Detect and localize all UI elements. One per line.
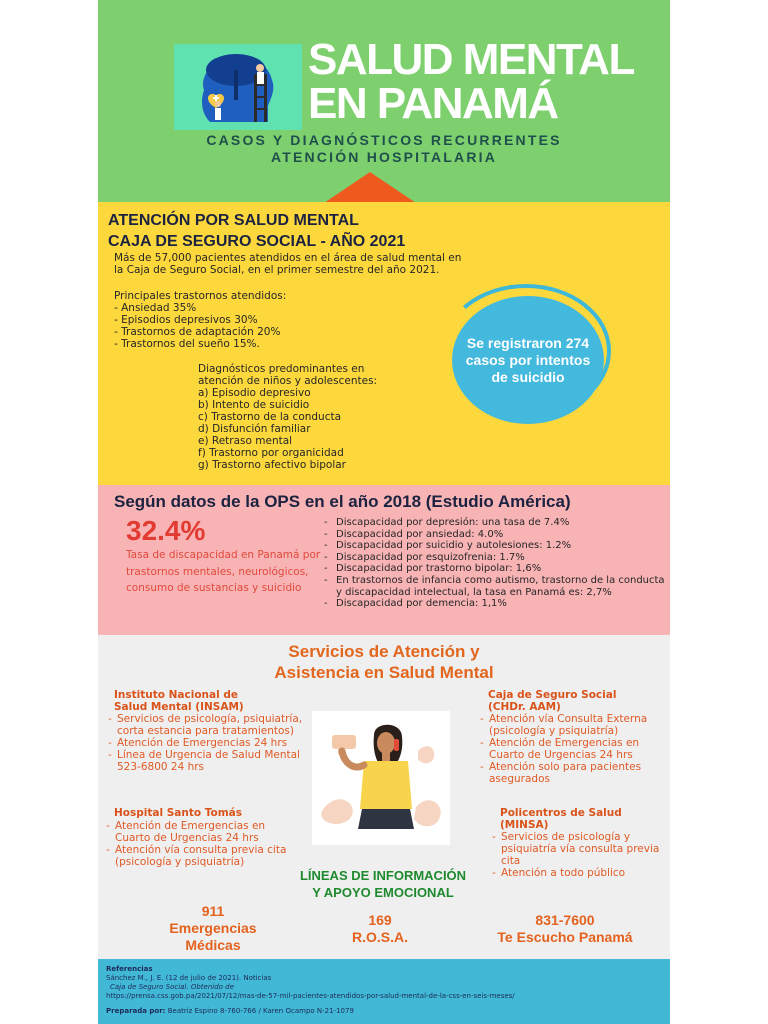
title-line: EN PANAMÁ (308, 79, 558, 128)
list-item: b) Intento de suicidio (198, 399, 310, 411)
list-title: atención de niños y adolescentes: (198, 375, 378, 387)
list-item: - Servicios de psicología, psiquiatría, corta estancia para tratamientos) (108, 713, 314, 737)
section-heading (108, 210, 405, 252)
list-item: g) Trastorno afectivo bipolar (198, 459, 346, 471)
list-item-text: Servicios de psicología y psiquiatría vía consulta previa cita (501, 831, 660, 867)
santo-tomas-list (106, 820, 302, 868)
section-services (98, 635, 670, 959)
list-item-text: Discapacidad por depresión: una tasa de 7.4% (336, 517, 570, 528)
list-item: - Atención a todo público (492, 867, 626, 879)
list-item: - Atención vía consulta previa cita (psicología y psiquiatría) (106, 844, 302, 868)
title-line: Hospital Santo Tomás (114, 807, 242, 819)
references-footer (98, 959, 670, 1024)
list-item: - Discapacidad por demencia: 1,1% (324, 598, 507, 610)
reference-author: Sánchez M., J. E. (12 de julio de 2021). Noticias (106, 974, 272, 982)
heading-line: Asistencia en Salud Mental (274, 663, 494, 682)
circle-text: Se registraron 274 casos por intentos de suicidio (465, 334, 591, 385)
list-item: - Discapacidad por esquizofrenia: 1.7% (324, 551, 525, 563)
phone-169 (318, 912, 442, 946)
list-item-text: Atención a todo público (501, 867, 626, 879)
title-line: Salud Mental (INSAM) (114, 701, 244, 713)
subtitle-line: ATENCIÓN HOSPITALARIA (270, 149, 498, 165)
list-item-text: Atención solo para pacientes asegurados (489, 761, 642, 785)
list-item: - En trastornos de infancia como autismo, trastorno de la conducta y discapacidad intelectual, la tasa en Panamá es: 2,7% (324, 575, 668, 598)
header-banner (98, 0, 670, 202)
heading-line: CAJA DE SEGURO SOCIAL - AÑO 2021 (108, 233, 406, 250)
list-item: - Trastornos de adaptación 20% (114, 326, 281, 338)
list-item: - Discapacidad por ansiedad: 4.0% (324, 528, 504, 540)
subtitle-line: CASOS Y DIAGNÓSTICOS RECURRENTES (206, 132, 562, 148)
list-item: - Episodios depresivos 30% (114, 314, 258, 326)
heading-line: LÍNEAS DE INFORMACIÓN (299, 868, 467, 883)
intro-line: la Caja de Seguro Social, en el primer semestre del año 2021. (114, 264, 440, 276)
title-line: (MINSA) (500, 819, 549, 831)
reference-source: Caja de Seguro Social. Obtenido de (110, 983, 234, 991)
phone-911 (138, 903, 288, 954)
heading-line: Y APOYO EMOCIONAL (312, 885, 454, 900)
suicide-attempts-circle (452, 296, 604, 424)
list-item-text: Discapacidad por suicidio y autolesiones: 1.2% (336, 540, 572, 552)
list-item: - Atención solo para pacientes asegurados (480, 761, 666, 785)
infographic-poster (98, 0, 670, 1024)
list-item-text: En trastornos de infancia como autismo, trastorno de la conducta y discapacidad intelectual, la tasa en Panamá es: 2,7% (336, 574, 665, 598)
phone-label: Te Escucho Panamá (497, 929, 633, 945)
support-lines-heading (258, 867, 508, 901)
list-item-text: Atención de Emergencias en Cuarto de Urgencias 24 hrs (115, 820, 266, 844)
title-line: (CHDr. AAM) (488, 701, 561, 713)
list-item: f) Trastorno por organicidad (198, 447, 344, 459)
list-item: - Discapacidad por suicidio y autolesiones: 1.2% (324, 540, 572, 552)
list-item: d) Disfunción familiar (198, 423, 311, 435)
references-label: Referencias (106, 965, 153, 973)
css-list (480, 713, 666, 785)
list-title: Principales trastornos atendidos: (114, 290, 287, 302)
intro-text (114, 252, 514, 276)
list-item: - Atención vía Consulta Externa (psicología y psiquiatría) (480, 713, 666, 737)
woman-phone-illustration (312, 711, 450, 845)
list-item-text: Atención vía Consulta Externa (psicología y psiquiatría) (489, 713, 648, 737)
list-item: - Ansiedad 35% (114, 302, 197, 314)
list-item-text: Atención vía consulta previa cita (psicología y psiquiatría) (115, 844, 287, 868)
list-item: a) Episodio depresivo (198, 387, 311, 399)
phone-label: Emergencias (169, 920, 257, 936)
list-title: Diagnósticos predominantes en (198, 363, 365, 375)
phone-label: R.O.S.A. (351, 929, 408, 945)
title-line: Instituto Nacional de (114, 689, 238, 701)
phone-label: Médicas (185, 937, 241, 953)
list-item: - Atención de Emergencias en Cuarto de Urgencias 24 hrs (480, 737, 666, 761)
list-item-text: Atención de Emergencias en Cuarto de Urgencias 24 hrs (489, 737, 640, 761)
list-item: - Línea de Urgencia de Salud Mental 523-6800 24 hrs (108, 749, 314, 773)
heading-line: Servicios de Atención y (288, 642, 480, 661)
list-item-text: Servicios de psicología, psiquiatría, corta estancia para tratamientos) (117, 713, 303, 737)
santo-tomas-title (114, 807, 294, 819)
prepared-label: Preparada por: (106, 1007, 166, 1015)
phone-number: 911 (201, 903, 225, 919)
title-line: Caja de Seguro Social (488, 689, 617, 701)
list-item: - Servicios de psicología y psiquiatría vía consulta previa cita (492, 831, 662, 867)
section-heading (98, 641, 670, 683)
list-item: c) Trastorno de la conducta (198, 411, 342, 423)
policentros-title (500, 807, 660, 831)
list-item-text: Atención de Emergencias 24 hrs (117, 737, 288, 749)
list-item-text: Discapacidad por trastorno bipolar: 1,6% (336, 563, 542, 575)
phone-number: 169 (368, 912, 392, 928)
css-title (488, 689, 668, 713)
title-line: Policentros de Salud (500, 807, 622, 819)
list-item: e) Retraso mental (198, 435, 293, 447)
phone-831-7600 (474, 912, 656, 946)
list-item-text: Discapacidad por ansiedad: 4.0% (336, 528, 504, 540)
section-ops-2018 (98, 485, 670, 635)
percent-description: Tasa de discapacidad en Panamá por trastornos mentales, neurológicos, consumo de sustancias y suicidio (126, 549, 321, 594)
intro-line: Más de 57,000 pacientes atendidos en el área de salud mental en (114, 252, 462, 264)
section-heading: Según datos de la OPS en el año 2018 (Estudio América) (114, 492, 571, 511)
insam-list (108, 713, 314, 773)
title-line: SALUD MENTAL (308, 35, 634, 84)
prepared-names: Beatriz Espino 8-760-766 / Karen Ocampo N-21-1079 (167, 1007, 354, 1015)
heading-line: ATENCIÓN POR SALUD MENTAL (108, 212, 359, 229)
disorders-list (114, 290, 414, 350)
list-item-text: Línea de Urgencia de Salud Mental 523-6800 24 hrs (117, 749, 300, 773)
prepared-by (106, 1007, 354, 1016)
reference-url[interactable]: https://prensa.css.gob.pa/2021/07/12/mas-de-57-mil-pacientes-atendidos-por-salud-mental-de-la-css-en-seis-meses/ (106, 992, 515, 1000)
triangle-pointer (324, 172, 416, 203)
list-item: - Discapacidad por trastorno bipolar: 1,6% (324, 563, 542, 575)
policentros-list (492, 831, 662, 879)
disability-list (324, 517, 668, 610)
head-tree-icon (174, 44, 302, 130)
list-item-text: Discapacidad por demencia: 1,1% (336, 598, 507, 610)
list-item: - Discapacidad por depresión: una tasa de 7.4% (324, 517, 570, 528)
phone-number: 831-7600 (535, 912, 595, 928)
list-item: - Trastornos del sueño 15%. (114, 338, 260, 350)
page-title (308, 35, 668, 128)
subtitle (98, 132, 670, 166)
list-item: - Atención de Emergencias 24 hrs (108, 737, 288, 749)
big-percent: 32.4% (126, 515, 206, 546)
list-item: - Atención de Emergencias en Cuarto de Urgencias 24 hrs (106, 820, 302, 844)
insam-title (114, 689, 294, 713)
list-item-text: Discapacidad por esquizofrenia: 1.7% (336, 551, 525, 563)
section-css-2021 (98, 202, 670, 485)
